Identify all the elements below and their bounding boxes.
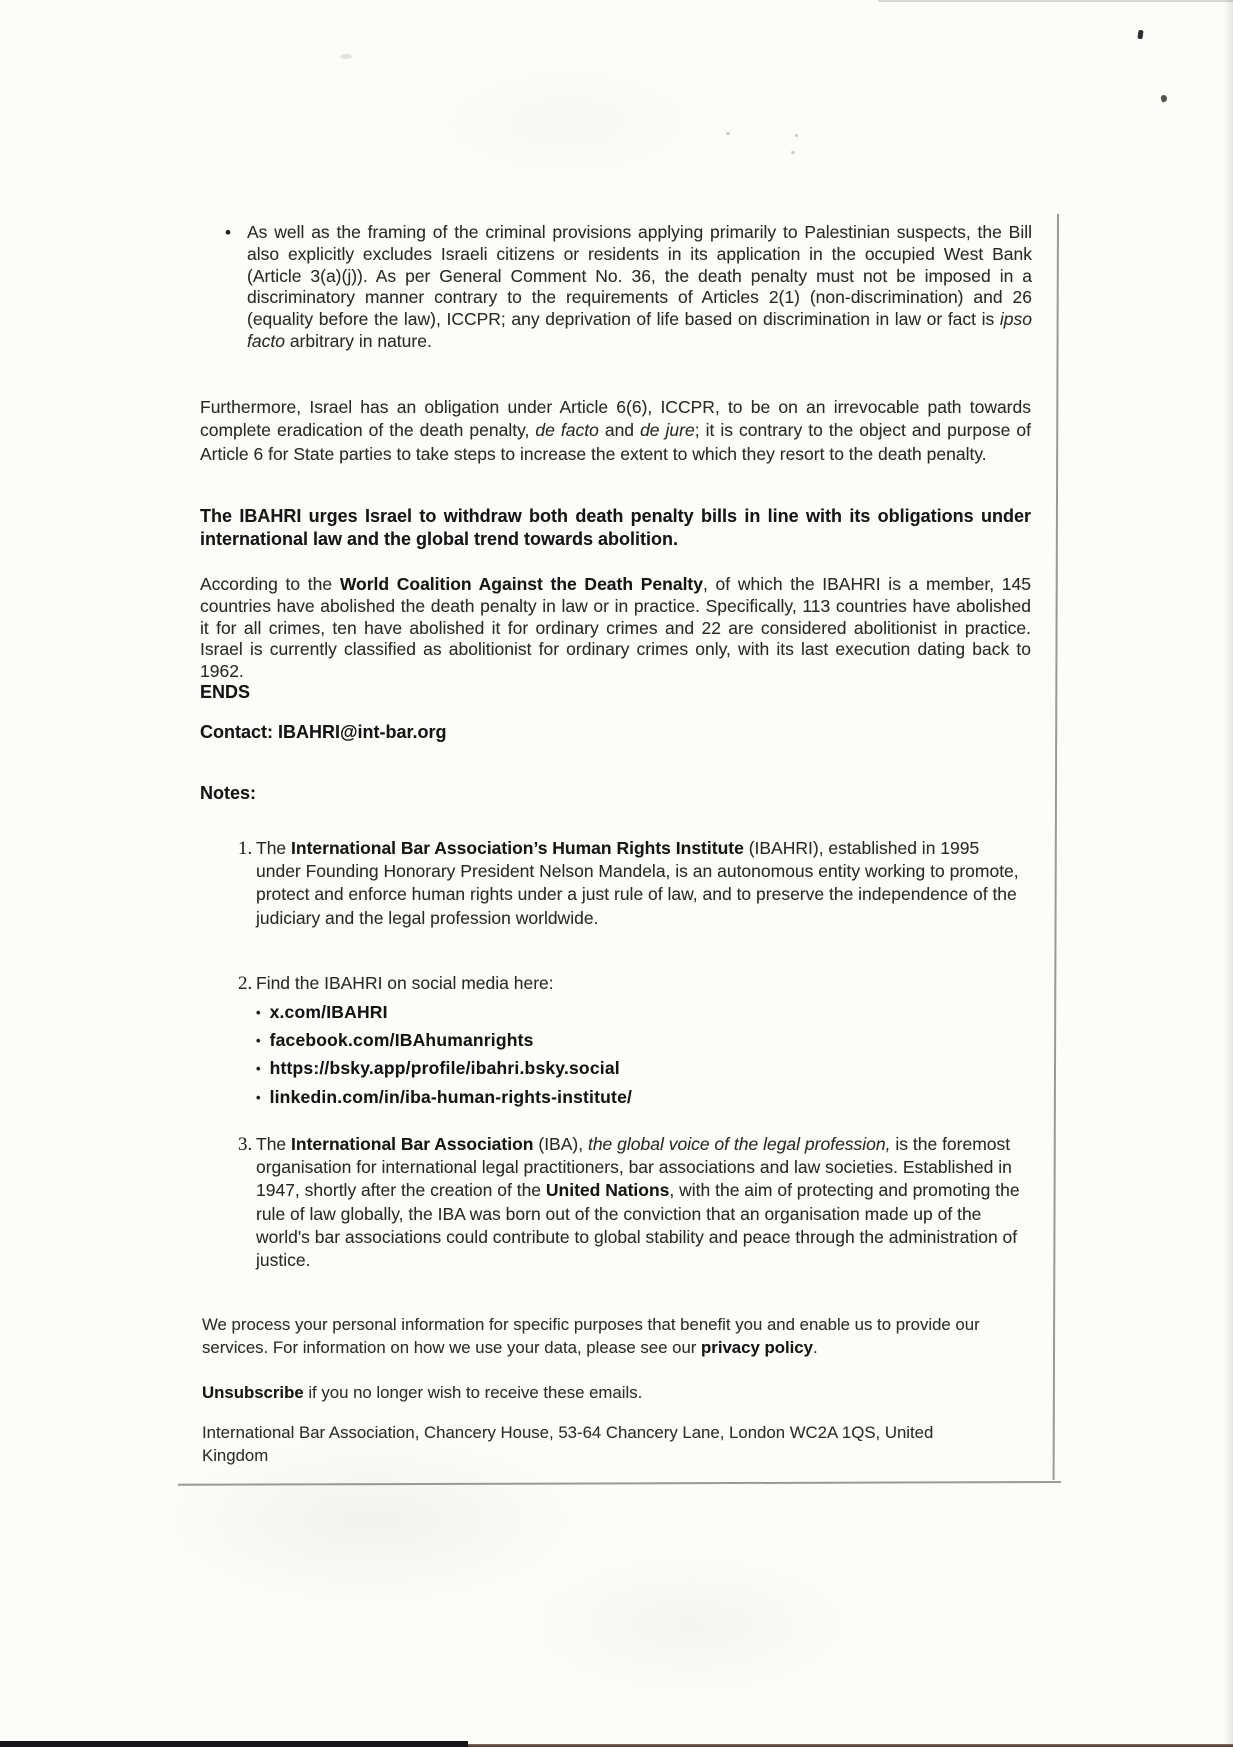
- note-number-2: 2.: [238, 973, 253, 994]
- paragraph-furthermore: Furthermore, Israel has an obligation under Article 6(6), ICCPR, to be on an irrevocable path towards complete eradication of the death penalty, de facto and de jure; it is contrary to the object and purpose of Article 6 for State parties to take steps to increase the extent to which they resort to the death penalty.: [200, 397, 1031, 464]
- social-bullet-marker: •: [256, 1004, 261, 1020]
- social-bullet-marker: •: [256, 1033, 261, 1049]
- contact-line: Contact: IBAHRI@int-bar.org: [200, 722, 447, 742]
- note-item-2-intro: Find the IBAHRI on social media here:: [256, 973, 554, 993]
- footer-unsubscribe-line: Unsubscribe if you no longer wish to receive these emails.: [202, 1383, 643, 1402]
- note-item-3: [238, 1133, 1028, 1272]
- scan-smudge: [340, 54, 352, 59]
- content-right-border: [1053, 214, 1059, 1480]
- social-link-text-linkedin: linkedin.com/in/iba-human-rights-institute/: [269, 1086, 633, 1107]
- social-bullet-marker: •: [256, 1089, 261, 1105]
- social-bullet-marker: •: [256, 1061, 261, 1077]
- bullet-marker: •: [225, 223, 231, 242]
- note-item-1-text: The International Bar Association’s Human Rights Institute (IBAHRI), established in 1995 under Founding Honorary President Nelson Mandela, is an autonomous entity working to promote, protect and enforce human rights under a just rule of law, and to preserve the independence of the judiciary and the legal profession worldwide.: [256, 838, 1019, 928]
- note-number-1: 1.: [238, 838, 253, 859]
- notes-heading: Notes:: [200, 783, 257, 803]
- paragraph-coalition: According to the World Coalition Against the Death Penalty, of which the IBAHRI is a member, 145 countries have abolished the death penalty in law or in practice. Specifically, 113 countries have abolished it for all crimes, ten have abolished it for ordinary crimes and 22 are considered abolitionist in practice. Israel is currently classified as abolitionist for ordinary crimes only, with its last execution dating back to 1962.: [200, 574, 1032, 682]
- bullet-paragraph: As well as the framing of the criminal provisions applying primarily to Palestinian suspects, the Bill also explicitly excludes Israeli citizens or residents in its application in the occupied West Bank (Article 3(a)(j)). As per General Comment No. 36, the death penalty must not be imposed in a discriminatory manner contrary to the requirements of Articles 2(1) (non-discrimination) and 26 (equality before the law), ICCPR; any deprivation of life based on discrimination in law or fact is ipso facto arbitrary in nature.: [247, 222, 1032, 351]
- scan-bottom-edge-bar: [0, 1741, 468, 1747]
- social-link-text-x: x.com/IBAHRI: [269, 1001, 388, 1022]
- paragraph-urge-bold: The IBAHRI urges Israel to withdraw both death penalty bills in line with its obligations under international law and the global trend towards abolition.: [200, 506, 1031, 549]
- social-link-text-bluesky: https://bsky.app/profile/ibahri.bsky.social: [269, 1058, 620, 1079]
- ink-speck: [1137, 30, 1143, 40]
- social-link-list: [256, 998, 632, 1112]
- social-link-linkedin: [256, 1083, 632, 1111]
- scan-right-edge-shadow: [1224, 0, 1233, 1747]
- footer-address-line-1: International Bar Association, Chancery House, 53-64 Chancery Lane, London WC2A 1QS, United: [202, 1423, 934, 1442]
- note-number-3: 3.: [238, 1134, 253, 1155]
- footer-privacy-paragraph: We process your personal information for specific purposes that benefit you and enable us to provide our services. For information on how we use your data, please see our privacy policy.: [202, 1315, 980, 1358]
- scan-top-edge-shadow: [878, 0, 1233, 2]
- ink-speck: [1160, 94, 1168, 103]
- social-link-facebook: [256, 1026, 632, 1054]
- scan-dust-dot: [791, 151, 795, 154]
- social-link-text-facebook: facebook.com/IBAhumanrights: [269, 1030, 534, 1051]
- note-item-3-text: The International Bar Association (IBA), the global voice of the legal profession, is the foremost organisation for international legal practitioners, bar associations and law societies. Established in 1947, shortly after the creation of the United Nations, with the aim of protecting and promoting the rule of law globally, the IBA was born out of the conviction that an organisation made up of the world's bar associations could contribute to global stability and peace through the administration of justice.: [256, 1134, 1020, 1271]
- scan-dust-dot: [726, 132, 730, 135]
- bullet-list-item: [225, 222, 1032, 353]
- social-link-bluesky: [256, 1055, 632, 1083]
- note-item-2: [238, 972, 1026, 995]
- note-item-1: [238, 837, 1026, 930]
- social-link-x: [256, 998, 632, 1026]
- scan-dust-dot: [795, 134, 798, 137]
- ends-label: ENDS: [200, 682, 251, 702]
- content-bottom-border: [178, 1481, 1061, 1486]
- footer-address: [202, 1421, 1042, 1467]
- footer-address-line-2: Kingdom: [202, 1446, 269, 1466]
